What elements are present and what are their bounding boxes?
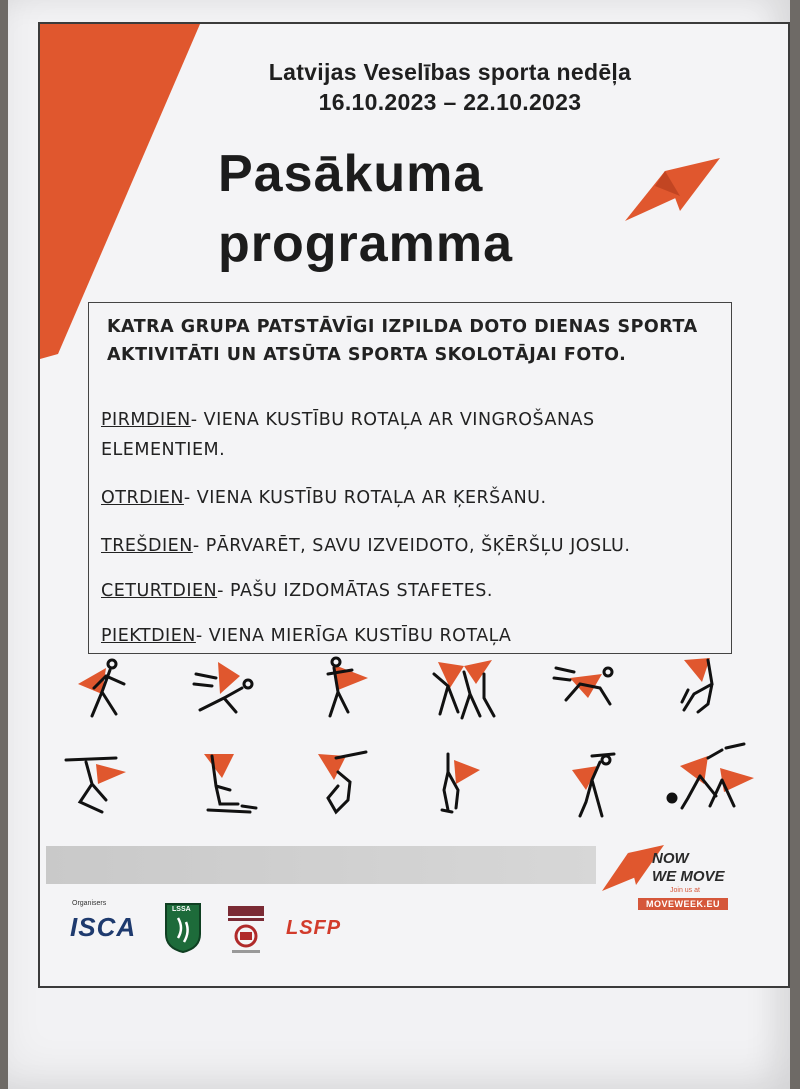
sport-pictogram-7-icon xyxy=(62,750,142,820)
sport-pictogram-3-icon xyxy=(308,654,378,724)
program-box xyxy=(88,302,732,654)
moveweek-url: MOVEWEEK.EU xyxy=(638,898,728,910)
organisers-label: Organisers xyxy=(72,900,107,907)
day-wednesday xyxy=(101,531,721,561)
day-thursday xyxy=(101,576,721,606)
sport-pictogram-10-icon xyxy=(424,750,494,820)
day-text: - PAŠU IZDOMĀTAS STAFETES. xyxy=(217,581,493,601)
grey-band-decoration xyxy=(46,846,596,884)
now-we-move-line2: WE MOVE xyxy=(652,868,725,885)
day-name: CETURTDIEN xyxy=(101,581,218,601)
program-intro xyxy=(107,313,717,369)
poster-frame xyxy=(38,22,790,988)
sport-pictogram-5-icon xyxy=(550,654,620,724)
now-we-move-line1: NOW xyxy=(652,850,689,867)
event-name: Latvijas Veselības sporta nedēļa xyxy=(268,59,632,85)
day-text-cont: ELEMENTIEM. xyxy=(101,440,226,460)
day-friday xyxy=(101,621,721,651)
moveweek-arrow-icon xyxy=(625,156,725,226)
day-text: - VIENA KUSTĪBU ROTAĻA AR ĶERŠANU. xyxy=(183,488,547,508)
day-tuesday xyxy=(101,483,721,513)
day-text: - PĀRVARĒT, SAVU IZVEIDOTO, ŠĶĒRŠĻU JOSLU. xyxy=(192,536,631,556)
day-name: PIRMDIEN xyxy=(101,410,191,430)
coat-of-arms-logo-icon xyxy=(226,904,266,956)
day-text: - VIENA KUSTĪBU ROTAĻA AR VINGROŠANAS xyxy=(190,410,595,430)
day-name: TREŠDIEN xyxy=(101,536,193,556)
join-us-text: Join us at xyxy=(670,887,700,894)
sport-pictogram-11-icon xyxy=(556,750,626,820)
sport-pictogram-8-icon xyxy=(190,750,260,820)
isca-logo: ISCA xyxy=(70,912,137,942)
sport-pictogram-6-icon xyxy=(668,654,738,724)
sport-pictogram-4-icon xyxy=(424,654,504,724)
sport-pictogram-1-icon xyxy=(72,654,142,724)
sport-pictogram-2-icon xyxy=(190,654,260,724)
day-monday xyxy=(101,405,721,465)
poster-sheet xyxy=(8,0,790,1089)
sport-pictogram-9-icon xyxy=(306,750,376,820)
sport-pictogram-12-icon xyxy=(660,740,760,820)
event-dates: 16.10.2023 – 22.10.2023 xyxy=(318,89,582,115)
page-title-line1: Pasākuma xyxy=(218,145,484,203)
page-title-line2: programma xyxy=(218,215,514,273)
day-text: - VIENA MIERĪGA KUSTĪBU ROTAĻA xyxy=(195,626,512,646)
lsfp-logo: LSFP xyxy=(286,917,342,939)
day-name: PIEKTDIEN xyxy=(101,626,196,646)
day-name: OTRDIEN xyxy=(101,488,184,508)
intro-line-1: KATRA GRUPA PATSTĀVĪGI IZPILDA DOTO DIENAS SPORTA xyxy=(107,317,698,337)
intro-line-2: AKTIVITĀTI UN ATSŪTA SPORTA SKOLOTĀJAI FOTO. xyxy=(107,345,627,365)
lssa-label: LSSA xyxy=(172,906,191,913)
